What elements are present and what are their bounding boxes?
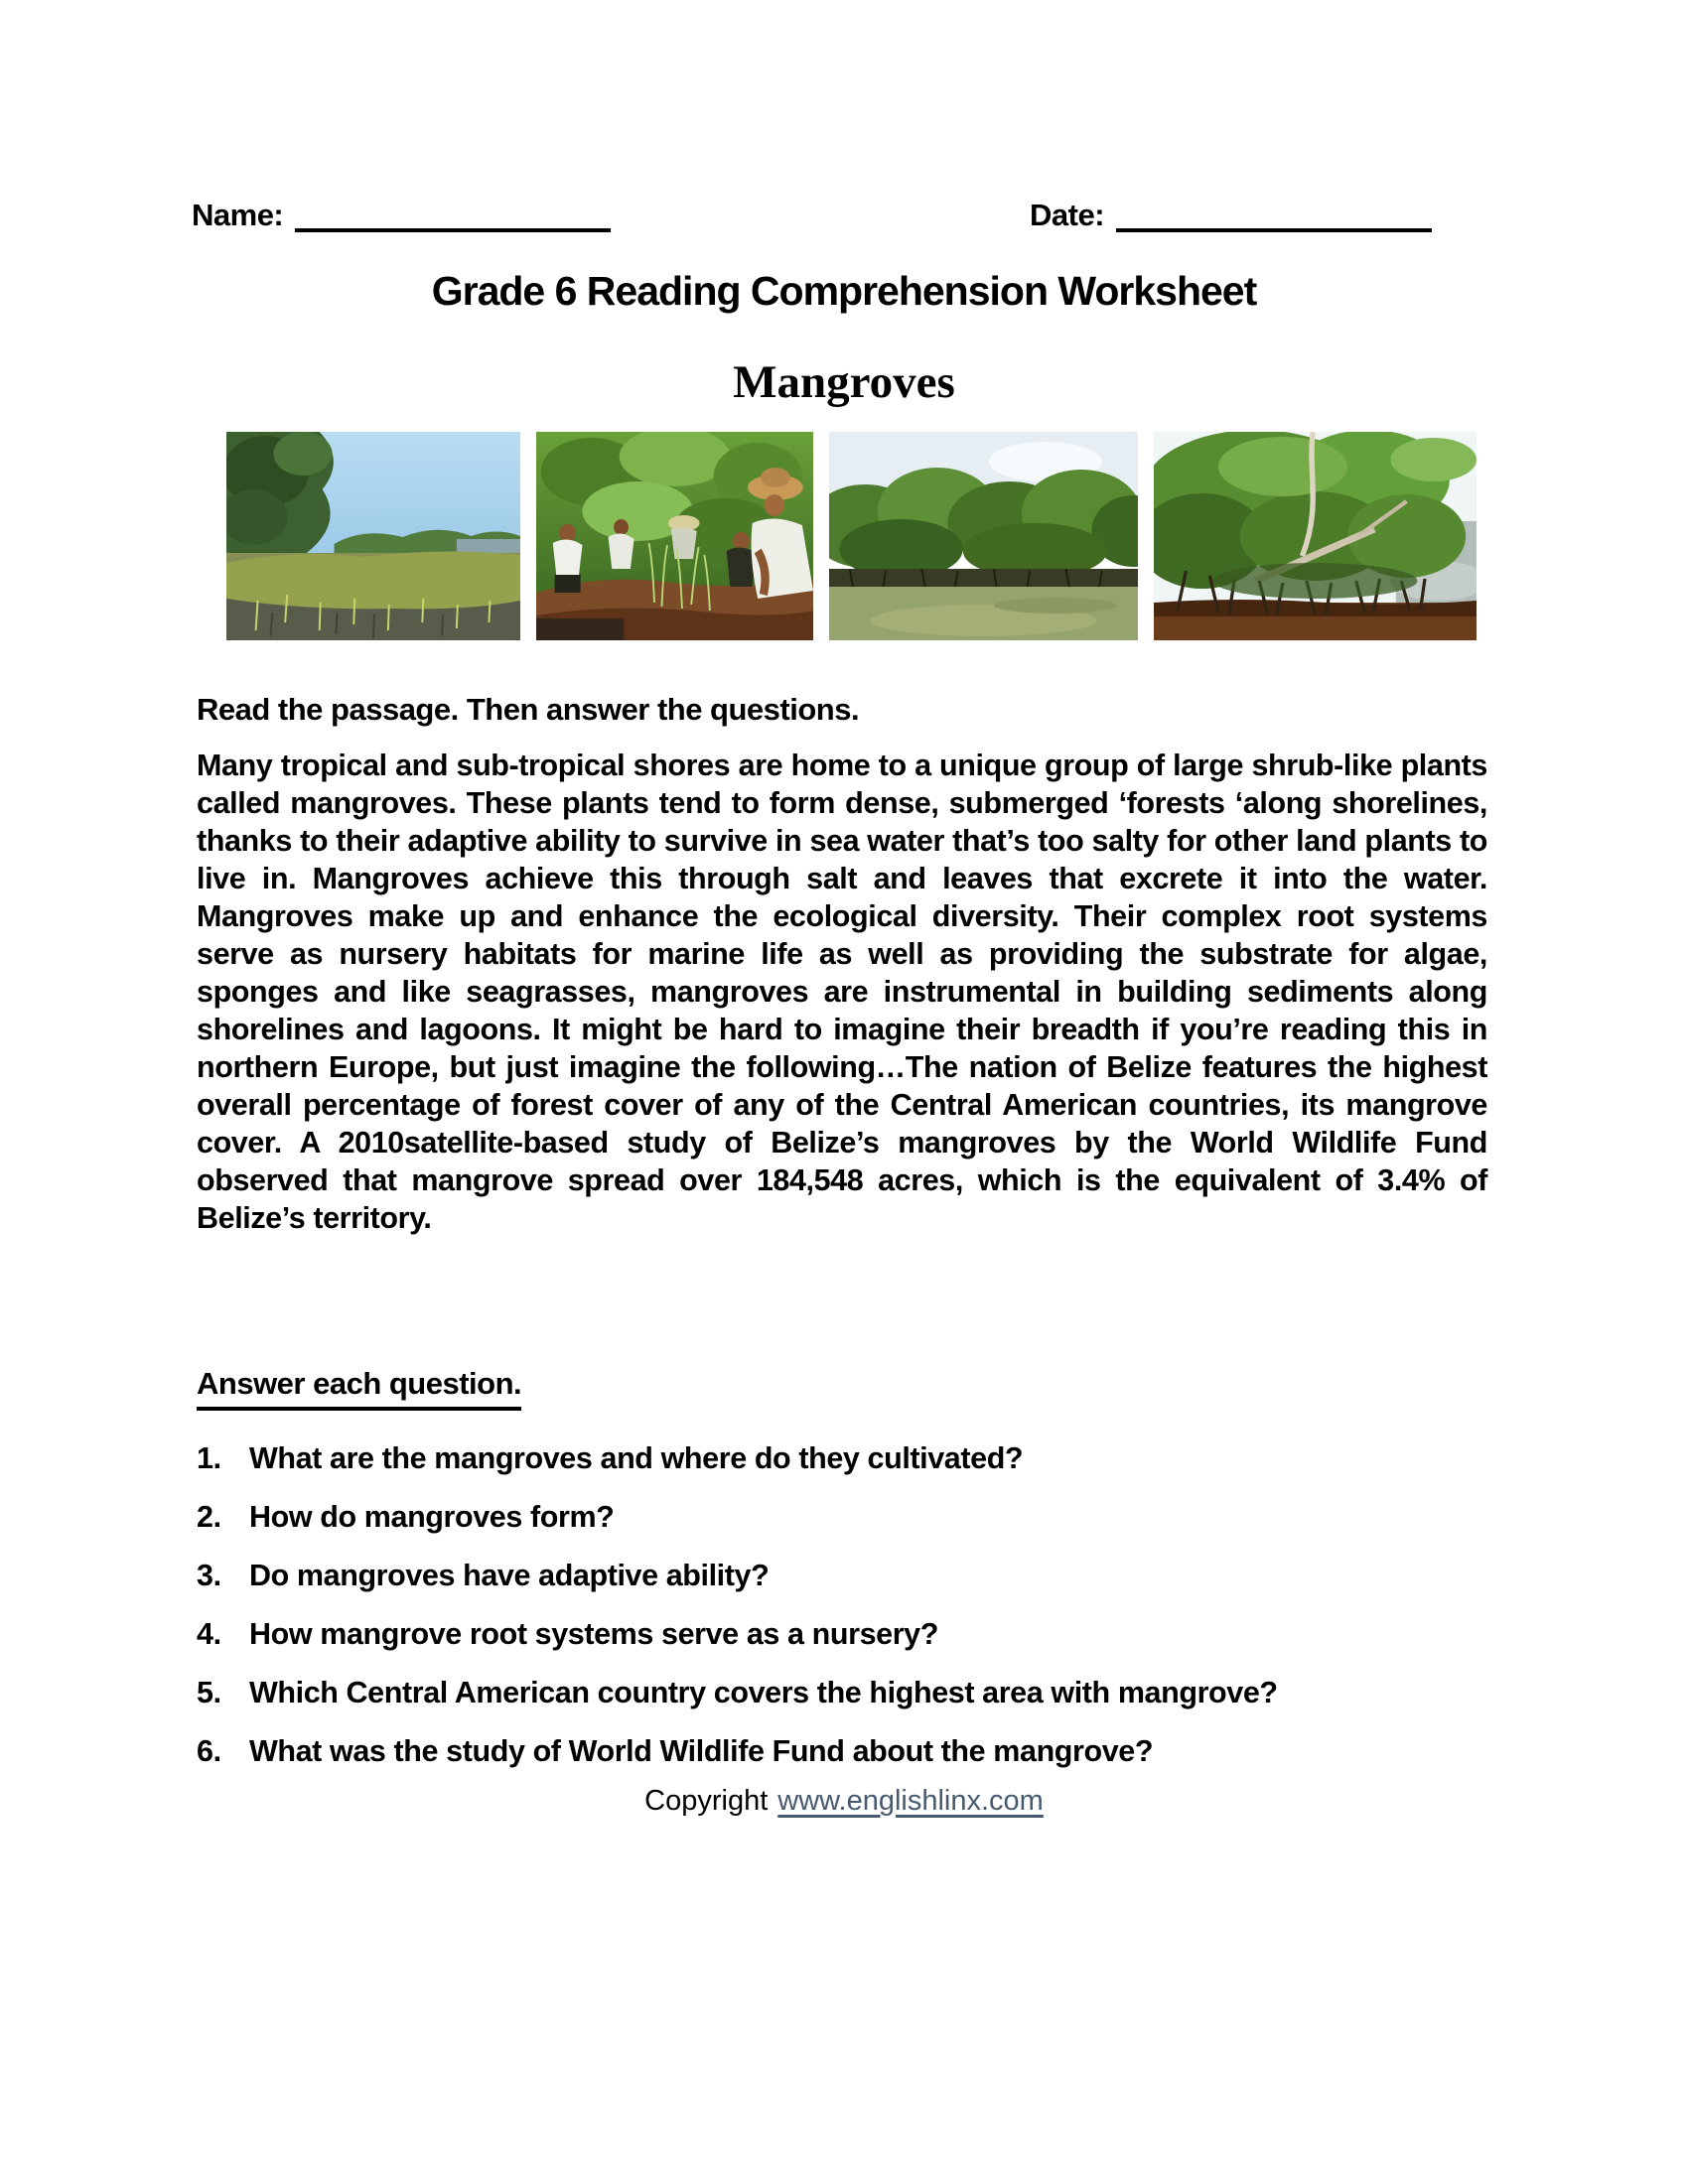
question-number: 3. [197,1559,221,1592]
passage-title: Mangroves [733,356,955,408]
question-number: 5. [197,1676,221,1709]
question-number: 1. [197,1441,221,1475]
page-title: Grade 6 Reading Comprehension Worksheet [431,268,1257,314]
copyright-label: Copyright [644,1785,769,1817]
question-text: Do mangroves have adaptive ability? [249,1559,770,1592]
question-item-4 [197,1617,1487,1650]
passage-body: Many tropical and sub-tropical shores are home to a unique group of large shrub-like plants called mangroves. These plants tend to form dense, submerged ‘forests ‘along shorelines, thanks to their adaptive ability to survive in sea water that’s too salty for other land plants to live in. Mangroves achieve this through salt and leaves that excrete it into the water. Mangroves make up and enhance the ecological diversity. Their complex root systems serve as nursery habitats for marine life as well as providing the substrate for algae, sponges and like seagrasses, mangroves are instrumental in building sediments along shorelines and lagoons. It might be hard to imagine their breadth if you’re reading this in northern Europe, but just imagine the following…The nation of Belize features the highest overall percentage of forest cover of any of the Central American countries, its mangrove cover. A 2010satellite-based study of Belize’s mangroves by the World Wildlife Fund observed that mangrove spread over 184,548 acres, which is the equivalent of 3.4% of Belize’s territory. [197,749,1487,1235]
date-label: Date: [1030,198,1105,232]
question-text: Which Central American country covers the highest area with mangrove? [249,1676,1278,1709]
question-number: 4. [197,1617,221,1651]
question-item-6 [197,1734,1487,1767]
people-planting-mangroves-photo [536,432,813,640]
read-instruction: Read the passage. Then answer the questions. [197,692,860,727]
question-text: What are the mangroves and where do they cultivated? [249,1441,1024,1475]
answer-heading: Answer each question. [197,1366,521,1411]
question-item-2 [197,1500,1487,1533]
question-item-5 [197,1676,1487,1708]
date-input-line[interactable] [1116,203,1432,232]
name-input-line[interactable] [295,203,611,232]
header-row [0,199,1688,238]
question-list [197,1441,1487,1793]
question-text: How do mangroves form? [249,1500,615,1534]
question-number: 2. [197,1500,221,1534]
date-field-group [1030,199,1432,232]
mangrove-marsh-seedlings-photo [226,432,520,640]
mangrove-tree-roots-photo [1154,432,1477,640]
question-text: What was the study of World Wildlife Fund about the mangrove? [249,1734,1154,1768]
question-text: How mangrove root systems serve as a nursery? [249,1617,938,1651]
mangrove-forest-waterline-photo [829,432,1138,640]
footer [0,1785,1688,1818]
question-item-3 [197,1559,1487,1591]
photo-strip [226,432,1477,640]
question-item-1 [197,1441,1487,1474]
question-number: 6. [197,1734,221,1768]
name-field-group [192,199,611,232]
englishlinx-link[interactable]: www.englishlinx.com [777,1785,1044,1817]
name-label: Name: [192,198,284,232]
